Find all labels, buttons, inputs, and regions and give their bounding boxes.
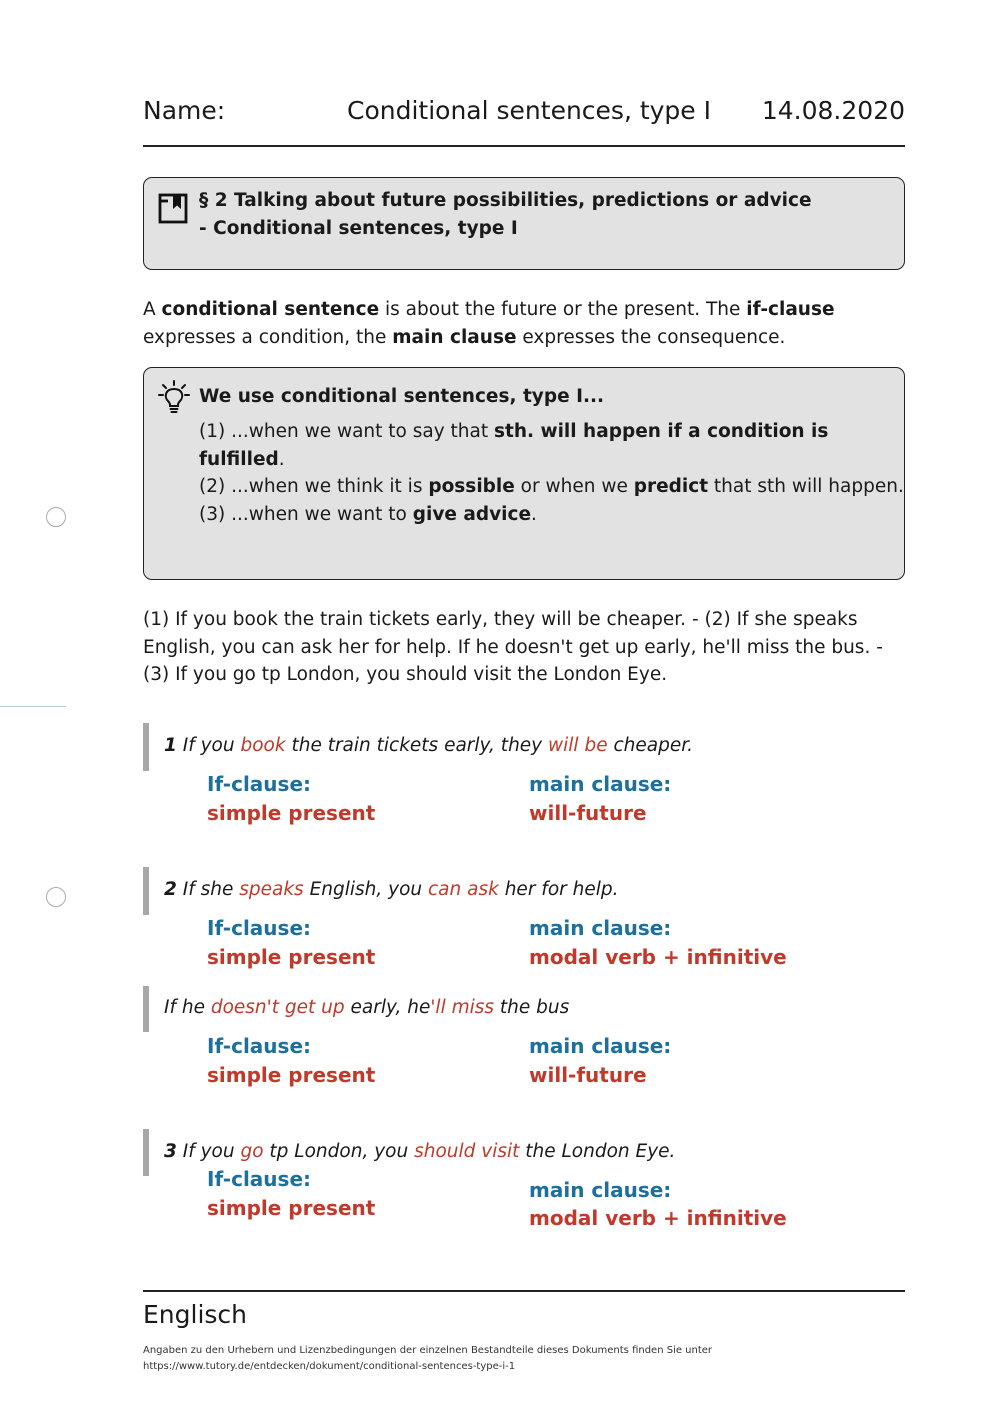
if-clause-tense: simple present xyxy=(207,801,376,825)
example-marker-bar xyxy=(143,1129,149,1176)
rule-box-line: - Conditional sentences, type I xyxy=(199,218,518,239)
intro-paragraph xyxy=(143,296,913,351)
lightbulb-icon xyxy=(158,380,190,418)
main-clause-label: main clause: xyxy=(529,1034,672,1058)
intro-line: expresses a condition, the main clause expresses the consequence. xyxy=(143,326,786,348)
example-3-sentence: 3 If you go tp London, you should visit the London Eye. xyxy=(164,1141,676,1162)
license-note: Angaben zu den Urhebern und Lizenzbedingungen der einzelnen Bestandteile dieses Dokuments finden Sie unter xyxy=(143,1345,713,1356)
main-clause-tense: will-future xyxy=(529,1063,647,1087)
punch-hole-mark xyxy=(46,887,66,907)
example-number: 1 xyxy=(164,735,177,756)
usage-item-1: (1) ...when we want to say that sth. will happen if a condition is xyxy=(199,421,829,442)
if-clause-label: If-clause: xyxy=(207,916,312,940)
main-clause-label: main clause: xyxy=(529,916,672,940)
name-label: Name: xyxy=(143,96,226,125)
rule-box-line: § 2 Talking about future possibilities, predictions or advice xyxy=(199,190,812,211)
if-clause-label: If-clause: xyxy=(207,772,312,796)
main-clause-label: main clause: xyxy=(529,772,672,796)
usage-box-title: We use conditional sentences, type I... xyxy=(199,386,605,407)
intro-line: A conditional sentence is about the future or the present. The if-clause xyxy=(143,299,835,320)
example-number: 2 xyxy=(164,879,177,900)
if-clause-tense: simple present xyxy=(207,1063,376,1087)
if-clause-tense: simple present xyxy=(207,1196,376,1220)
main-clause-label: main clause: xyxy=(529,1178,672,1202)
main-clause-tense: will-future xyxy=(529,801,647,825)
usage-item-2: (2) ...when we think it is possible or when we predict that sth will happen. xyxy=(199,476,904,497)
worksheet-date: 14.08.2020 xyxy=(761,96,905,125)
main-clause-tense: modal verb + infinitive xyxy=(529,945,787,969)
footer-divider xyxy=(143,1290,905,1292)
if-clause-label: If-clause: xyxy=(207,1034,312,1058)
punch-hole-mark xyxy=(46,507,66,527)
examples-paragraph xyxy=(143,606,913,689)
worksheet-title: Conditional sentences, type I xyxy=(347,96,712,125)
main-clause-tense: modal verb + infinitive xyxy=(529,1206,787,1230)
page-header xyxy=(143,96,905,132)
example-marker-bar xyxy=(143,723,149,771)
license-url: https://www.tutory.de/entdecken/dokument/conditional-sentences-type-i-1 xyxy=(143,1361,516,1372)
examples-line: English, you can ask her for help. If he doesn't get up early, he'll miss the bus. - xyxy=(143,636,883,658)
example-2-sentence: 2 If she speaks English, you can ask her for help. xyxy=(164,879,619,900)
usage-item-1-cont: fulfilled. xyxy=(199,448,285,470)
fold-mark xyxy=(0,706,66,707)
if-clause-tense: simple present xyxy=(207,945,376,969)
usage-box xyxy=(143,367,905,580)
example-marker-bar xyxy=(143,986,149,1032)
book-bookmark-icon xyxy=(158,192,188,228)
subject-label: Englisch xyxy=(143,1300,248,1329)
example-marker-bar xyxy=(143,867,149,915)
example-number: 3 xyxy=(164,1141,177,1162)
examples-line: (3) If you go tp London, you should visit the London Eye. xyxy=(143,664,668,685)
example-2b-sentence: If he doesn't get up early, he'll miss the bus xyxy=(164,997,570,1018)
examples-line: (1) If you book the train tickets early, they will be cheaper. - (2) If she speaks xyxy=(143,609,858,630)
usage-item-3: (3) ...when we want to give advice. xyxy=(199,503,537,525)
rule-box xyxy=(143,177,905,270)
rule-box-title xyxy=(199,187,812,243)
if-clause-label: If-clause: xyxy=(207,1167,312,1191)
example-1-sentence: 1 If you book the train tickets early, they will be cheaper. xyxy=(164,735,693,756)
header-divider xyxy=(143,145,905,147)
